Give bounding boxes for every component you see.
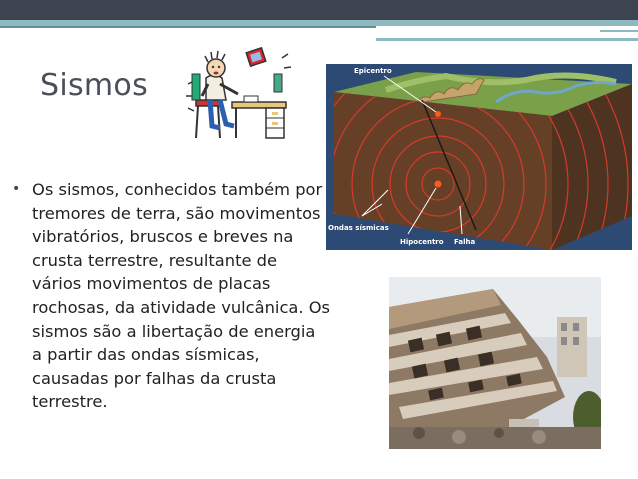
label-falha: Falha xyxy=(454,238,476,246)
earthquake-diagram xyxy=(326,64,632,250)
label-epicentro: Epicentro xyxy=(354,67,392,75)
bullet-paragraph: Os sismos, conhecidos também por tremores de terra, são movimentos vibratórios, bruscos e breves na crusta terrestre, resultante de vários movimentos de placas rochosas, da atividade vulcânica. Os sismos são a libertação de energia a partir das ondas sísmicas, causadas por falhas da crusta terrestre. xyxy=(32,180,331,412)
earthquake-cartoon-icon xyxy=(182,44,294,140)
header-accent-line-short xyxy=(600,30,638,32)
collapsed-building-photo xyxy=(389,277,601,449)
slide-title: Sismos xyxy=(40,68,149,103)
label-hipocentro: Hipocentro xyxy=(400,238,444,246)
bullet-list xyxy=(12,178,330,414)
header-white-tab xyxy=(376,26,638,36)
label-ondas-sismicas: Ondas sísmicas xyxy=(328,224,389,232)
header-dark-band xyxy=(0,0,638,20)
header-accent-line xyxy=(376,38,638,41)
list-item xyxy=(12,178,330,414)
bullet-dot: • xyxy=(12,181,21,197)
